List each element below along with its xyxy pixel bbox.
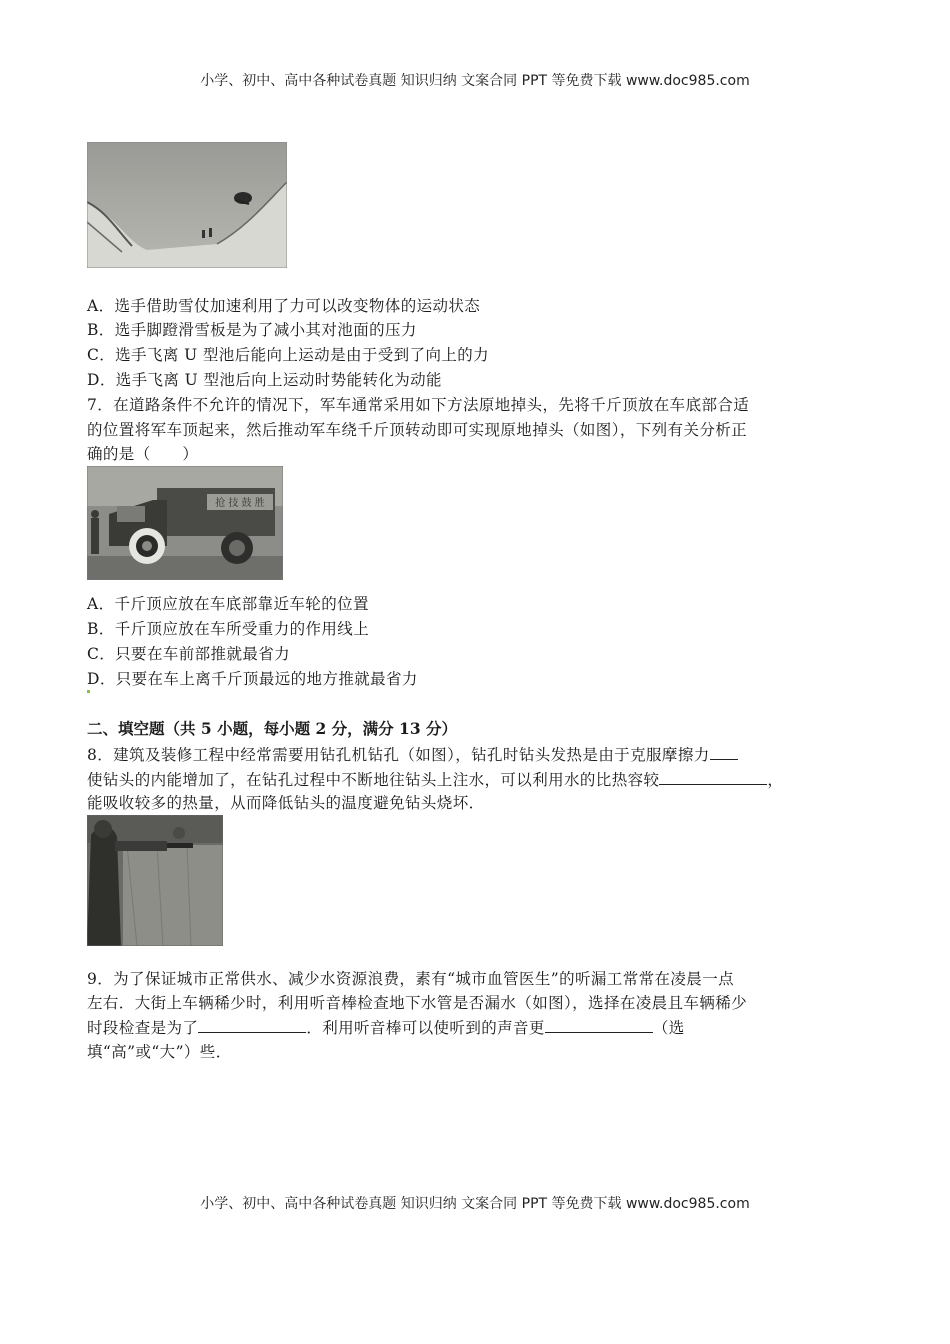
q7-stem-line-2: 的位置将军车顶起来，然后推动军车绕千斤顶转动即可实现原地掉头（如图），下列有关分析正 xyxy=(87,421,748,439)
q8-blank-1[interactable] xyxy=(710,743,738,760)
q7-option-a: A．千斤顶应放在车底部靠近车轮的位置 xyxy=(87,595,369,613)
q7-stem-line-1: 7．在道路条件不允许的情况下，军车通常采用如下方法原地掉头，先将千斤顶放在车底部合适 xyxy=(87,396,750,414)
q9-line-3 xyxy=(87,1016,685,1039)
q6-option-a: A．选手借助雪仗加速利用了力可以改变物体的运动状态 xyxy=(87,297,481,315)
q6-option-c: C．选手飞离 U 型池后能向上运动是由于受到了向上的力 xyxy=(87,346,490,364)
q8-line-3: 能吸收较多的热量，从而降低钻头的温度避免钻头烧坏． xyxy=(87,794,485,812)
q8-blank-2[interactable] xyxy=(659,768,767,785)
q7-stem-line-3: 确的是（ ） xyxy=(87,445,199,463)
q7-option-c: C．只要在车前部推就最省力 xyxy=(87,645,291,663)
page-footer: 小学、初中、高中各种试卷真题 知识归纳 文案合同 PPT 等免费下载 www.doc985.com xyxy=(200,1196,750,1212)
q7-option-b: B．千斤顶应放在车所受重力的作用线上 xyxy=(87,620,370,638)
q9-blank-2[interactable] xyxy=(545,1016,653,1033)
q9-line-4: 填“高”或“大”）些． xyxy=(87,1043,232,1061)
q9-line-1: 9．为了保证城市正常供水、减少水资源浪费，素有“城市血管医生”的听漏工常常在凌晨一点 xyxy=(87,970,735,988)
q7-option-d: D．只要在车上离千斤顶最远的地方推就最省力 xyxy=(87,670,418,688)
q6-option-b: B．选手脚蹬滑雪板是为了减小其对池面的压力 xyxy=(87,321,417,339)
q8-text-2a: 使钻头的内能增加了，在钻孔过程中不断地往钻头上注水，可以利用水的比热容较 xyxy=(87,771,660,789)
section-2-title: 二、填空题（共 5 小题，每小题 2 分，满分 13 分） xyxy=(87,719,458,738)
drill-photo xyxy=(87,815,223,946)
q8-text-1: 8．建筑及装修工程中经常需要用钻孔机钻孔（如图），钻孔时钻头发热是由于克服摩擦力 xyxy=(87,746,710,764)
q8-text-2b: ， xyxy=(767,771,784,789)
green-dot-mark xyxy=(87,690,90,693)
q9-line-2: 左右．大街上车辆稀少时，利用听音棒检查地下水管是否漏水（如图），选择在凌晨且车辆稀少 xyxy=(87,994,748,1012)
truck-photo xyxy=(87,466,283,580)
q9-text-3a: 时段检查是为了 xyxy=(87,1019,199,1037)
page-header: 小学、初中、高中各种试卷真题 知识归纳 文案合同 PPT 等免费下载 www.doc985.com xyxy=(200,73,750,89)
q8-line-1 xyxy=(87,743,738,766)
q9-text-3b: ．利用听音棒可以使听到的声音更 xyxy=(306,1019,545,1037)
truck-sign-text: 抢 技 鼓 胜 xyxy=(215,498,265,509)
q9-blank-1[interactable] xyxy=(198,1016,306,1033)
snowboard-photo xyxy=(87,142,287,268)
q6-option-d: D．选手飞离 U 型池后向上运动时势能转化为动能 xyxy=(87,371,442,389)
q8-line-2 xyxy=(87,768,783,791)
q9-text-3c: （选 xyxy=(652,1019,685,1037)
